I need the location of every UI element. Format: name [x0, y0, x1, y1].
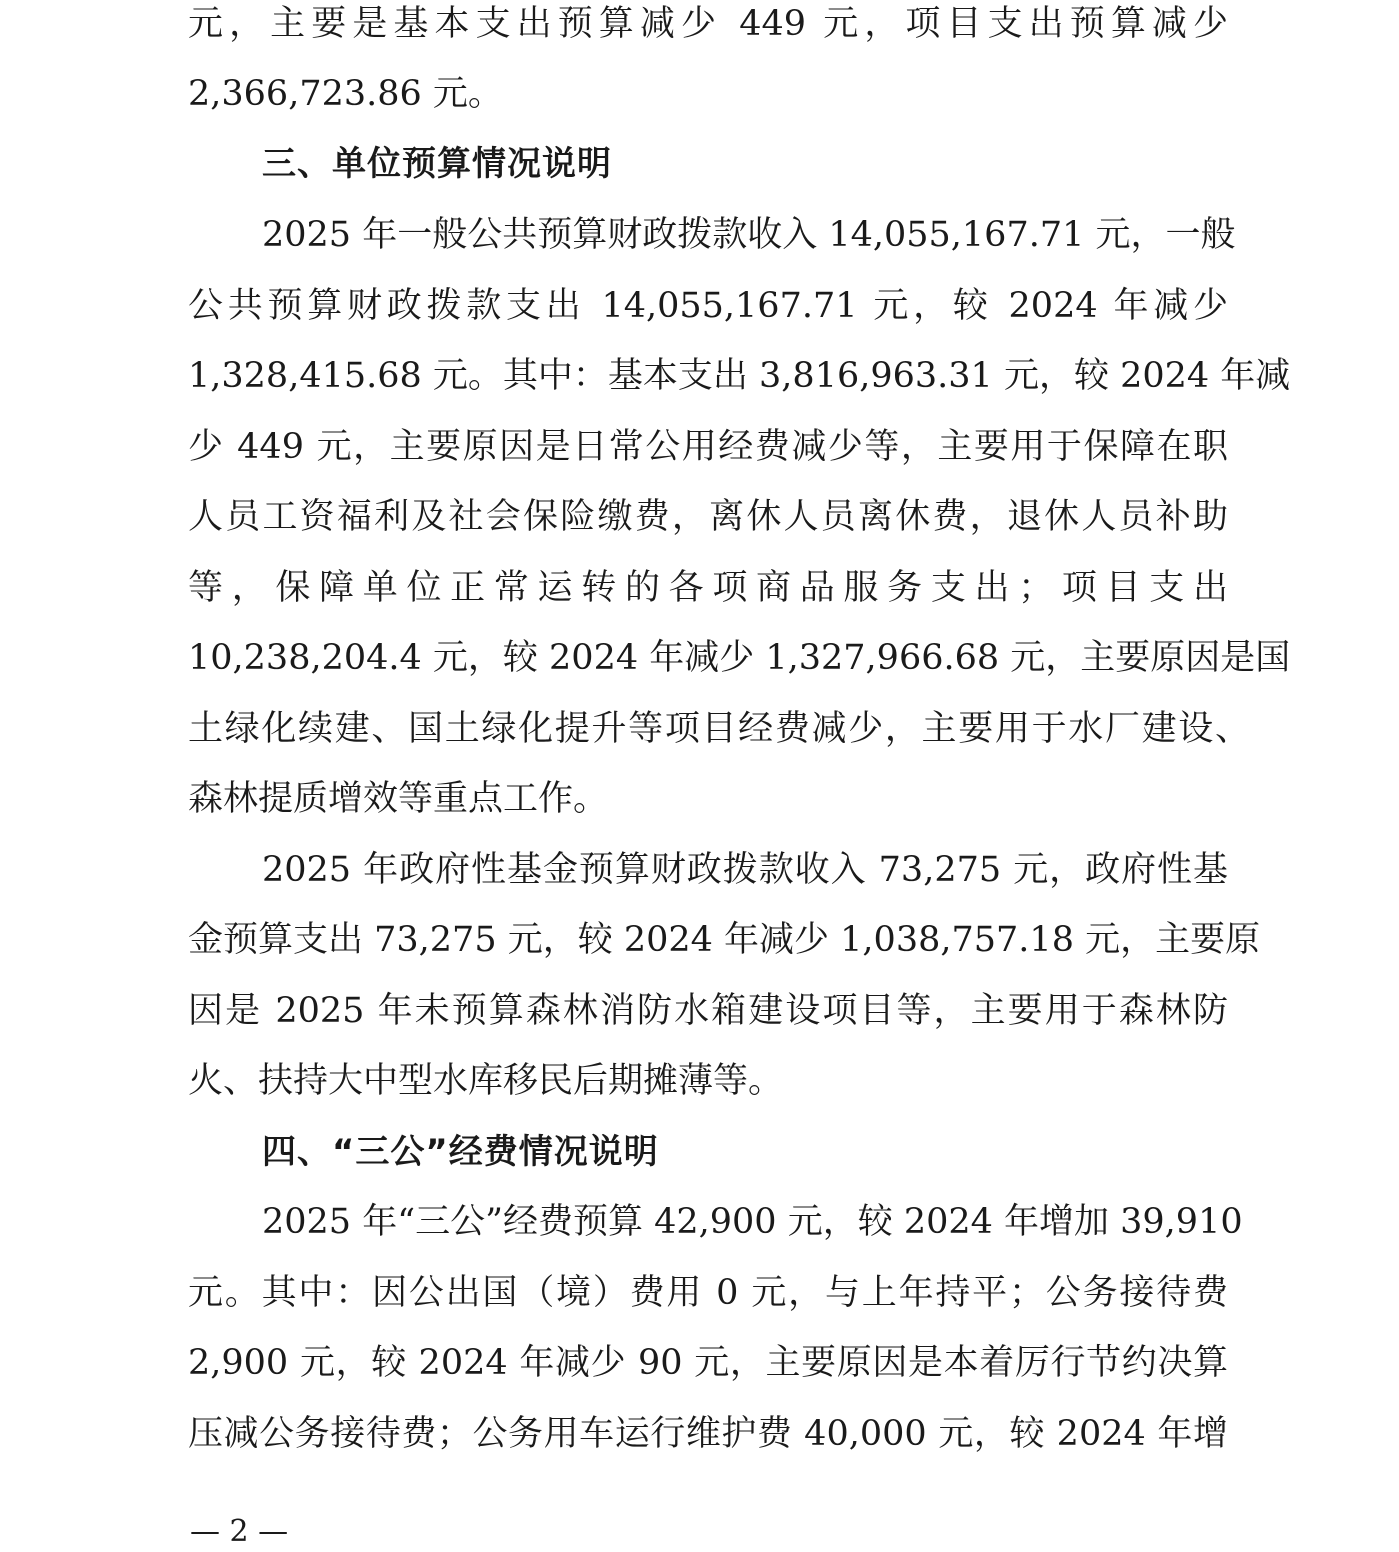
paragraph-line: 人员工资福利及社会保险缴费，离休人员离休费，退休人员补助 [188, 497, 1228, 537]
paragraph-line: 2025 年政府性基金预算财政拨款收入 73,275 元，政府性基 [262, 850, 1228, 890]
page-number: — 2 — [190, 1514, 289, 1549]
paragraph-line: 压减公务接待费；公务用车运行维护费 40,000 元，较 2024 年增 [188, 1414, 1228, 1454]
section-heading: 四、“三公”经费情况说明 [262, 1132, 659, 1172]
paragraph-line: 10,238,204.4 元，较 2024 年减少 1,327,966.68 元，主要原因是国 [188, 638, 1291, 678]
paragraph-line: 等，保障单位正常运转的各项商品服务支出；项目支出 [188, 568, 1228, 608]
paragraph-line: 元。其中：因公出国（境）费用 0 元，与上年持平；公务接待费 [188, 1273, 1228, 1313]
paragraph-line: 少 449 元，主要原因是日常公用经费减少等，主要用于保障在职 [188, 427, 1228, 467]
paragraph-line: 元，主要是基本支出预算减少 449 元，项目支出预算减少 [188, 4, 1228, 44]
paragraph-line: 土绿化续建、国土绿化提升等项目经费减少，主要用于水厂建设、 [188, 709, 1250, 749]
paragraph-line: 金预算支出 73,275 元，较 2024 年减少 1,038,757.18 元，主要原 [188, 920, 1261, 960]
paragraph-line: 因是 2025 年未预算森林消防水箱建设项目等，主要用于森林防 [188, 991, 1228, 1031]
paragraph-line: 公共预算财政拨款支出 14,055,167.71 元，较 2024 年减少 [188, 286, 1228, 326]
paragraph-line: 2,366,723.86 元。 [188, 74, 503, 114]
paragraph-line: 2,900 元，较 2024 年减少 90 元，主要原因是本着厉行节约决算 [188, 1343, 1228, 1383]
section-heading: 三、单位预算情况说明 [262, 144, 612, 184]
paragraph-line: 森林提质增效等重点工作。 [188, 779, 609, 819]
paragraph-line: 2025 年“三公”经费预算 42,900 元，较 2024 年增加 39,910 [262, 1202, 1243, 1242]
paragraph-line: 1,328,415.68 元。其中：基本支出 3,816,963.31 元，较 2024 年减 [188, 356, 1291, 396]
paragraph-line: 2025 年一般公共预算财政拨款收入 14,055,167.71 元，一般 [262, 215, 1236, 255]
paragraph-line: 火、扶持大中型水库移民后期摊薄等。 [188, 1061, 784, 1101]
